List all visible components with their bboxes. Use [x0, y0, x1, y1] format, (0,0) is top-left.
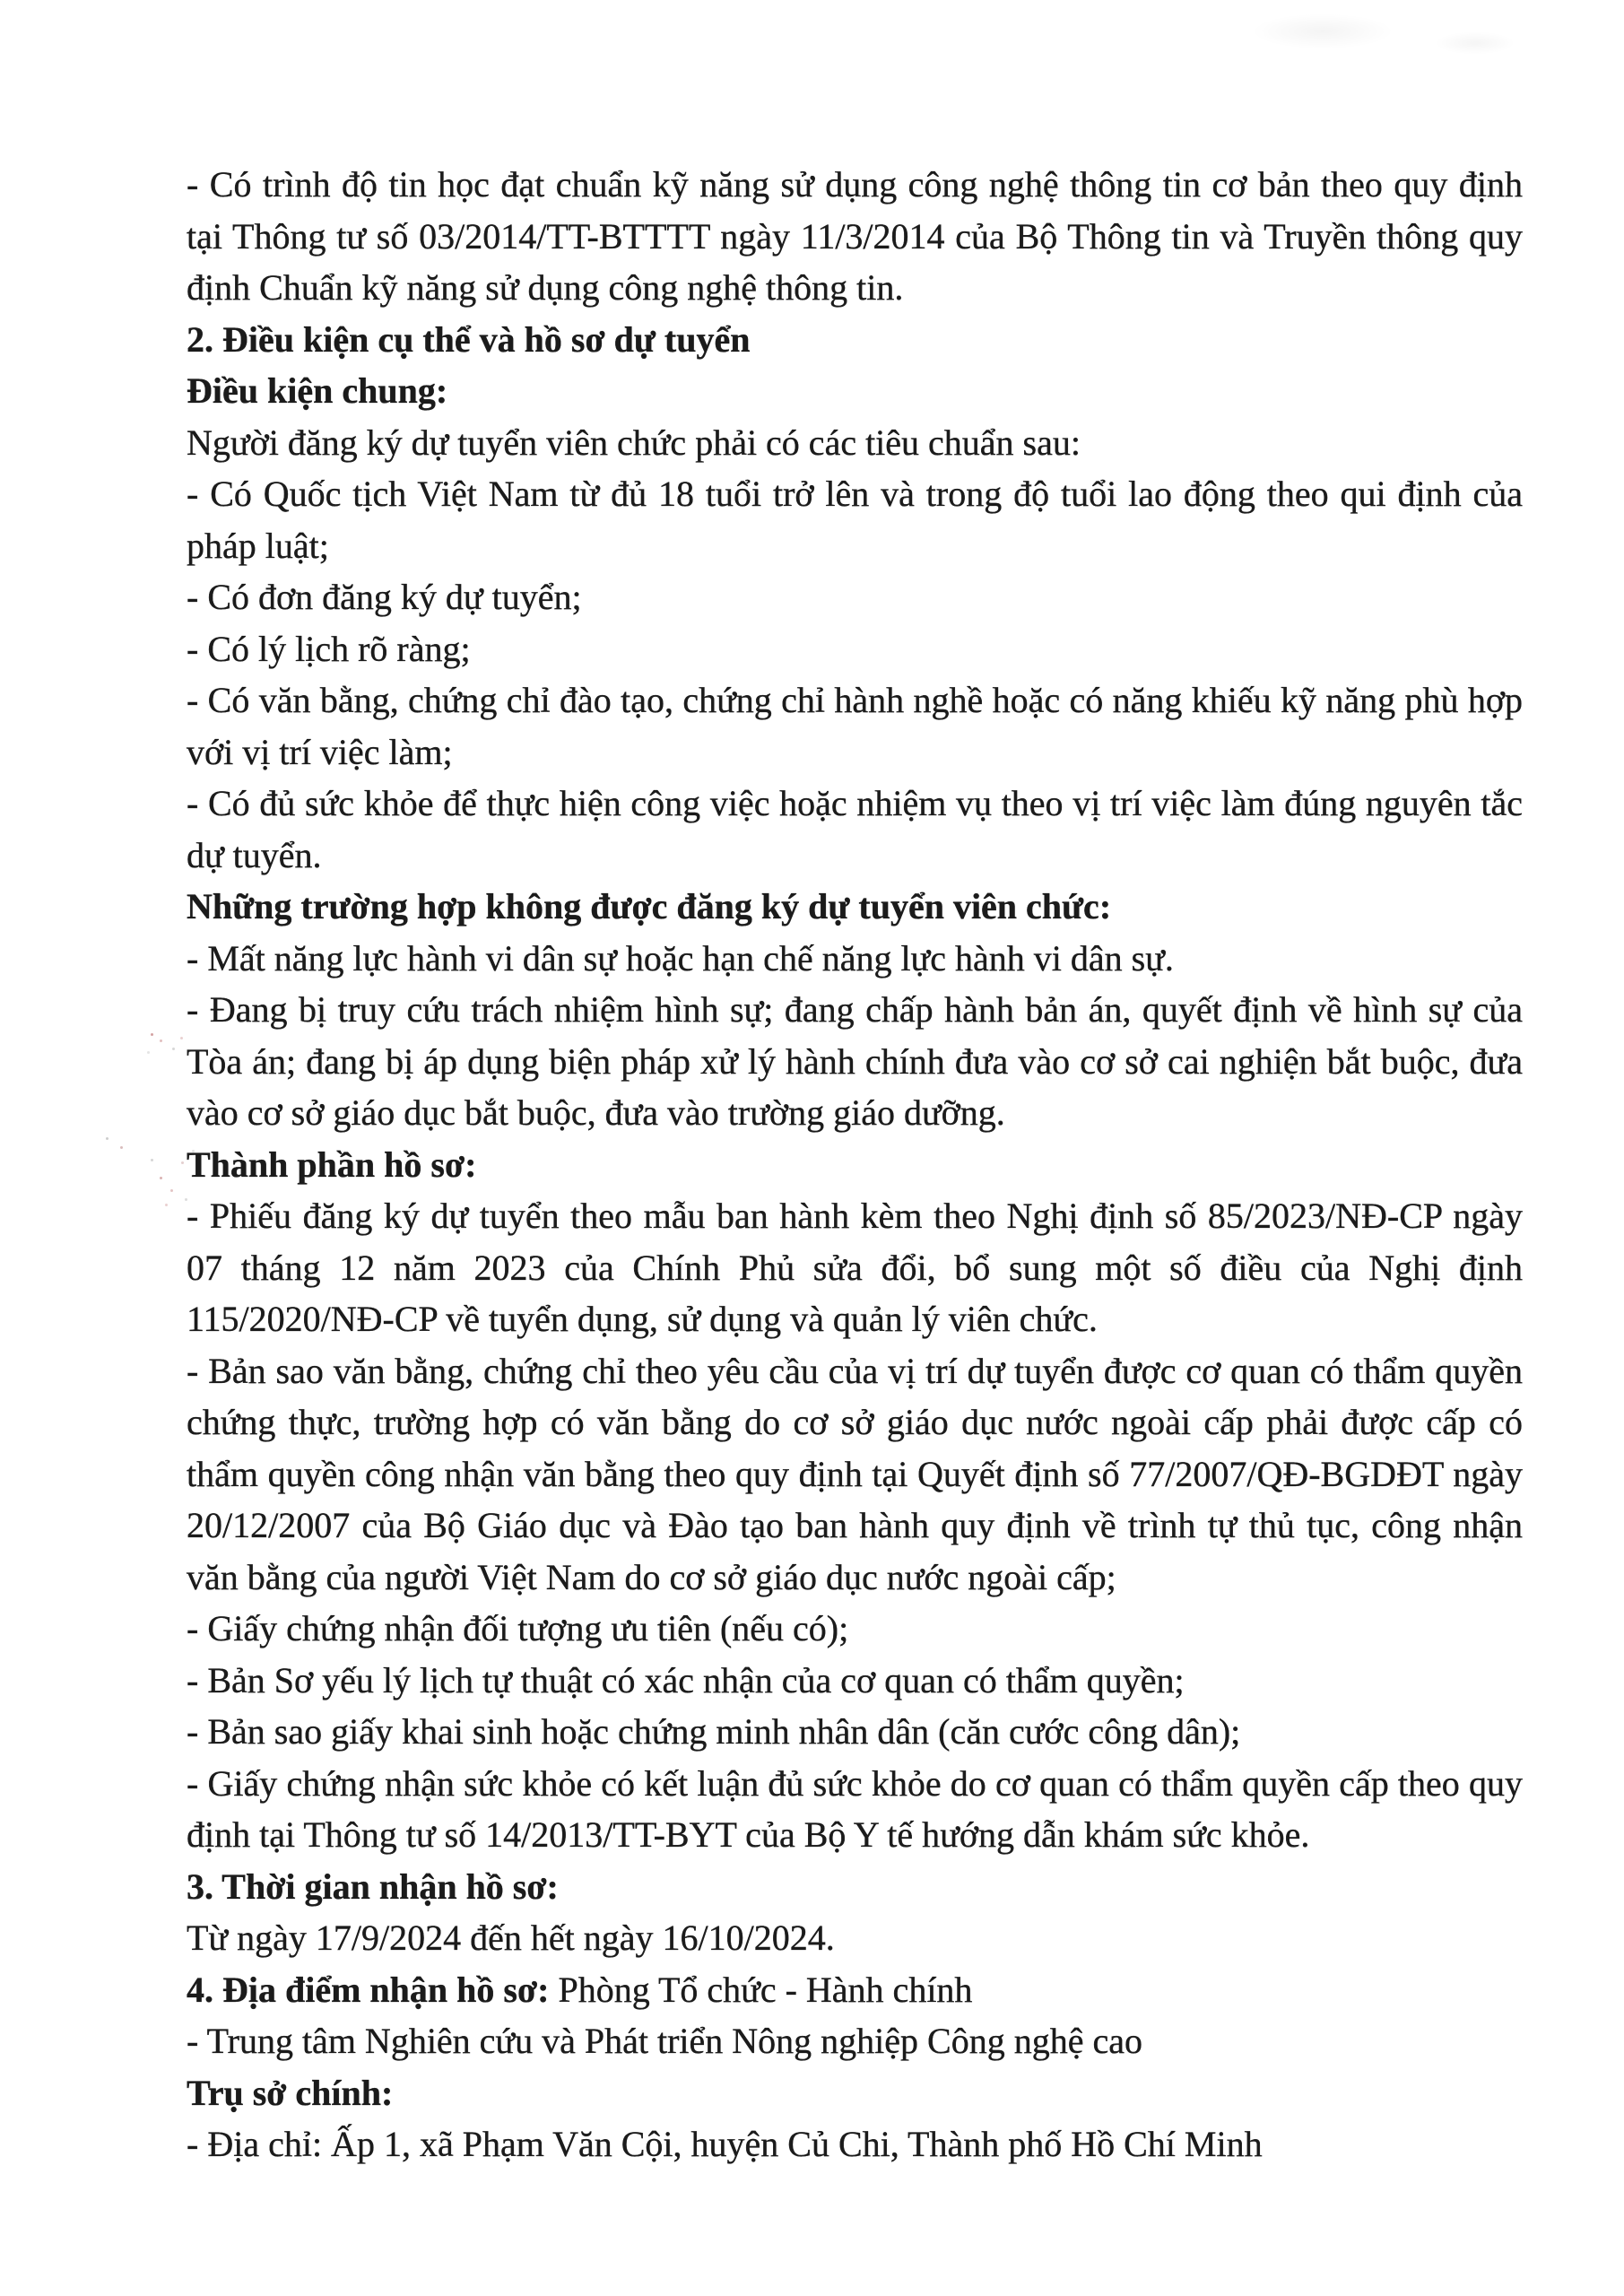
para-certificates: - Có văn bằng, chứng chỉ đào tạo, chứng chỉ hành nghề hoặc có năng khiếu kỹ năng phù hợp với vị trí việc làm; [187, 680, 1523, 772]
para-application-form: - Có đơn đăng ký dự tuyển; [187, 577, 582, 617]
heading-section-4-location: 4. Địa điểm nhận hồ sơ: [187, 1969, 550, 2010]
para-address: - Địa chỉ: Ấp 1, xã Phạm Văn Cội, huyện Củ Chi, Thành phố Hồ Chí Minh [187, 2124, 1263, 2164]
para-registration-form: - Phiếu đăng ký dự tuyển theo mẫu ban hành kèm theo Nghị định số 85/2023/NĐ-CP ngày 07 tháng 12 năm 2023 của Chính Phủ sửa đổi, bổ sung một số điều của Nghị định 115/2020/NĐ-CP về tuyển dụng, sử dụng và quản lý viên chức. [187, 1196, 1523, 1339]
para-clear-background: - Có lý lịch rõ ràng; [187, 628, 471, 669]
para-center-name: - Trung tâm Nghiên cứu và Phát triển Nông nghiệp Công nghệ cao [187, 2021, 1142, 2061]
para-intro-criteria: Người đăng ký dự tuyển viên chức phải có các tiêu chuẩn sau: [187, 422, 1081, 463]
para-cv-certified: - Bản Sơ yếu lý lịch tự thuật có xác nhận của cơ quan có thẩm quyền; [187, 1659, 1185, 1700]
para-nationality: - Có Quốc tịch Việt Nam từ đủ 18 tuổi trở lên và trong độ tuổi lao động theo qui định của pháp luật; [187, 474, 1523, 566]
heading-dossier-components: Thành phần hồ sơ: [187, 1144, 477, 1185]
para-criminal-liability: - Đang bị truy cứu trách nhiệm hình sự; đang chấp hành bản án, quyết định về hình sự của Tòa án; đang bị áp dụng biện pháp xử lý hành chính đưa vào cơ sở cai nghiện bắt buộc, đưa vào cơ sở giáo dục bắt buộc, đưa vào trường giáo dưỡng. [187, 989, 1523, 1133]
scan-speckle [160, 1177, 162, 1179]
heading-general-conditions: Điều kiện chung: [187, 370, 448, 411]
para-deadline: Từ ngày 17/9/2024 đến hết ngày 16/10/2024. [187, 1918, 835, 1958]
para-location-value: Phòng Tổ chức - Hành chính [549, 1969, 973, 2010]
para-health-certificate: - Giấy chứng nhận sức khỏe có kết luận đủ sức khỏe do cơ quan có thẩm quyền cấp theo quy định tại Thông tư số 14/2013/TT-BYT của Bộ Y tế hướng dẫn khám sức khỏe. [187, 1762, 1523, 1855]
para-birth-certificate: - Bản sao giấy khai sinh hoặc chứng minh nhân dân (căn cước công dân); [187, 1711, 1241, 1752]
para-health-requirement: - Có đủ sức khỏe để thực hiện công việc hoặc nhiệm vụ theo vị trí việc làm đúng nguyên tắc dự tuyển. [187, 783, 1523, 875]
heading-section-3-time: 3. Thời gian nhận hồ sơ: [187, 1866, 559, 1907]
para-civil-capacity: - Mất năng lực hành vi dân sự hoặc hạn chế năng lực hành vi dân sự. [187, 937, 1174, 978]
heading-headquarters: Trụ sở chính: [187, 2072, 394, 2113]
heading-ineligible-cases: Những trường hợp không được đăng ký dự tuyển viên chức: [187, 886, 1112, 926]
para-location [187, 1964, 1523, 2016]
scan-speckle [151, 1033, 153, 1036]
scan-speckle [106, 1137, 109, 1140]
para-degree-copies: - Bản sao văn bằng, chứng chỉ theo yêu cầu của vị trí dự tuyển được cơ quan có thẩm quyền chứng thực, trường hợp có văn bằng do cơ sở giáo dục nước ngoài cấp phải được cấp có thẩm quyền công nhận văn bằng theo quy định tại Quyết định số 77/2007/QĐ-BGDĐT ngày 20/12/2007 của Bộ Giáo dục và Đào tạo ban hành quy định về trình tự thủ tục, công nhận văn bằng của người Việt Nam do cơ sở giáo dục nước ngoài cấp; [187, 1350, 1523, 1597]
document-text-block [187, 159, 1523, 2170]
para-it-standard: - Có trình độ tin học đạt chuẩn kỹ năng sử dụng công nghệ thông tin cơ bản theo quy định tại Thông tư số 03/2014/TT-BTTTT ngày 11/3/2014 của Bộ Thông tin và Truyền thông quy định Chuẩn kỹ năng sử dụng công nghệ thông tin. [187, 164, 1523, 308]
para-priority-certificate: - Giấy chứng nhận đối tượng ưu tiên (nếu có); [187, 1608, 849, 1648]
scan-smudge [1435, 31, 1515, 55]
heading-section-2: 2. Điều kiện cụ thể và hồ sơ dự tuyển [187, 318, 751, 360]
scan-smudge [1251, 13, 1394, 49]
